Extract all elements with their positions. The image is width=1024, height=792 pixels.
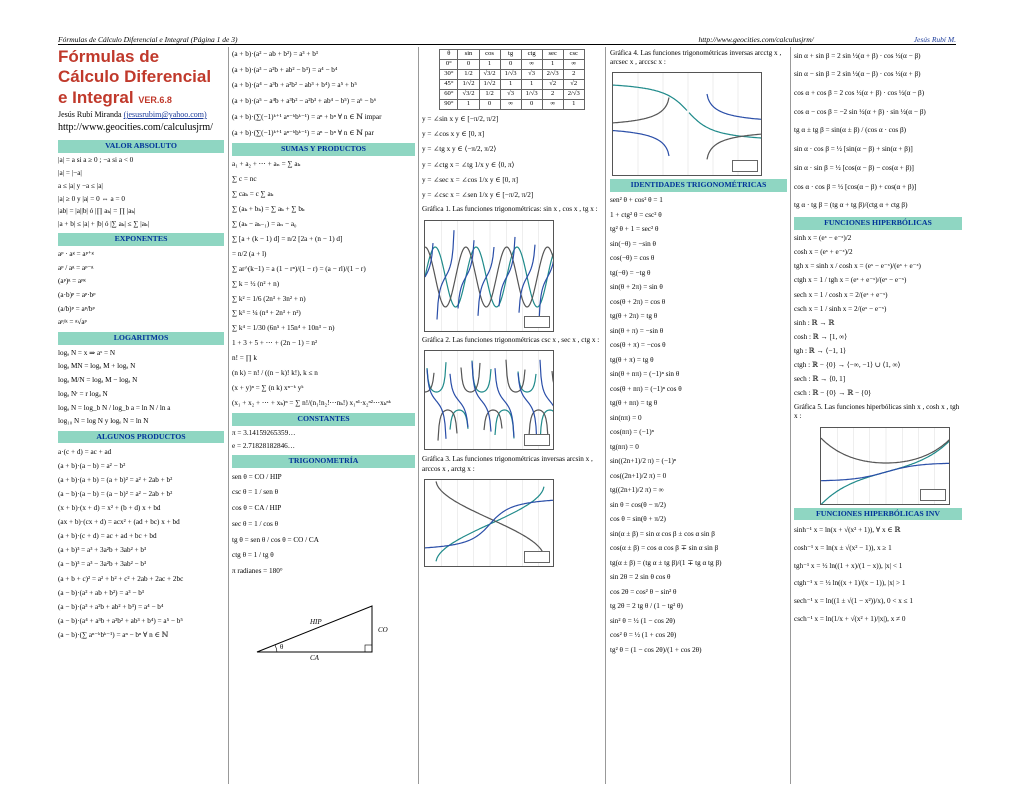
formula-line: sech x = 1 / cosh x = 2/(eˣ + e⁻ˣ) (794, 290, 888, 299)
formula-line: cos θ = sin(θ + π/2) (610, 515, 666, 524)
formula-line: |a| = |−a| (58, 169, 82, 178)
formula-line: a ≤ |a| y −a ≤ |a| (58, 181, 103, 190)
formula-line: ∑ c = nc (232, 175, 257, 184)
function-curve (613, 86, 762, 139)
table-cell: 0 (479, 100, 500, 110)
table-cell: 0 (500, 60, 521, 70)
formula-line: (a + b)·(a² − ab + b²) = a³ + b³ (232, 50, 318, 58)
table-cell: 60° (440, 90, 458, 100)
formula-line: tg(θ + π) = tg θ (610, 355, 654, 364)
table-cell: 2/√3 (563, 90, 584, 100)
formula-line: sinh x = (eˣ − e⁻ˣ)/2 (794, 234, 852, 243)
formula-line: tg((2n+1)/2 π) = ∞ (610, 486, 664, 495)
trig-defs (232, 470, 415, 580)
author-line: Jesús Rubí Miranda (jesusrubim@yahoo.com) (58, 110, 207, 120)
table-cell: √2 (542, 80, 563, 90)
formula-line: tg θ = sen θ / cos θ = CO / CA (232, 535, 319, 544)
table-cell: 1 (542, 60, 563, 70)
graph-3-caption: Gráfica 3. Las funciones trigonométricas inversas arcsin x , arccos x , arctg x : (422, 454, 593, 473)
column-divider (605, 47, 606, 784)
column-2 (232, 47, 415, 784)
graph-2 (424, 350, 554, 450)
table-cell: √3 (521, 70, 542, 80)
formula-line: (a·b)ᵖ = aᵖ·bᵖ (58, 290, 96, 299)
formula-line: π radianes = 180° (232, 567, 283, 576)
formula-line: |a| ≥ 0 y |a| = 0 ⇔ a = 0 (58, 194, 125, 203)
trig-identities (610, 194, 787, 658)
formula-line: tgh⁻¹ x = ½ ln((1 + x)/(1 − x)), |x| < 1 (794, 561, 903, 570)
formula-line: a·(c + d) = ac + ad (58, 447, 112, 456)
table-cell: 2/√3 (542, 70, 563, 80)
formula-line: ctg θ = 1 / tg θ (232, 551, 274, 560)
formula-line: cos² θ = ½ (1 + cos 2θ) (610, 631, 677, 640)
formula-line: tg(θ + nπ) = tg θ (610, 399, 658, 408)
formula-line: (aᵖ)ᵍ = aᵖᵍ (58, 277, 86, 286)
formula-line: sin 2θ = 2 sin θ cos θ (610, 573, 671, 582)
column-4 (610, 47, 787, 784)
graph-legend (524, 434, 550, 446)
header-rule (58, 44, 956, 45)
section-header: FUNCIONES HIPERBÓLICAS INV (794, 508, 962, 521)
formula-line: sinh : ℝ → ℝ (794, 318, 835, 327)
table-row (440, 100, 585, 110)
formula-line: tg(−θ) = −tg θ (610, 268, 651, 277)
formula-line: sin((2n+1)/2 π) = (−1)ⁿ (610, 457, 677, 466)
table-cell: 1 (563, 100, 584, 110)
table-header-cell: csc (563, 50, 584, 60)
table-header-cell: tg (500, 50, 521, 60)
svg-text:θ: θ (280, 642, 284, 651)
table-header-cell: θ (440, 50, 458, 60)
function-curve (821, 438, 950, 463)
table-cell: √3/2 (479, 70, 500, 80)
graph-5 (820, 427, 950, 505)
constants (232, 428, 415, 453)
formula-line: cos 2θ = cos² θ − sin² θ (610, 587, 677, 596)
formula-line: 1 + ctg² θ = csc² θ (610, 210, 662, 219)
formula-line: tg 2θ = 2 tg θ / (1 − tg² θ) (610, 602, 683, 611)
table-cell: 1/2 (479, 90, 500, 100)
formula-line: cos α · cos β = ½ [cos(α − β) + cos(α + β)] (794, 182, 917, 191)
graph-legend (524, 551, 550, 563)
table-cell: 1 (479, 60, 500, 70)
formula-line: (a/b)ᵖ = aᵖ/bᵖ (58, 304, 95, 313)
abs-formulas (58, 155, 224, 231)
formula-line: ∑ ar^(k−1) = a (1 − rⁿ)/(1 − r) = (a − rl)/(1 − r) (232, 264, 366, 273)
formula-line: csch x = 1 / sinh x = 2/(eˣ − e⁻ˣ) (794, 304, 887, 313)
formula-line: (ax + b)·(cx + d) = acx² + (ad + bc) x + bd (58, 518, 180, 527)
formula-line: (a − b)·(∑ aⁿ⁻ᵏbᵏ⁻¹) = aⁿ − bⁿ ∀ n ∈ ℕ (58, 630, 169, 639)
formula-line: (a + b)·(∑(−1)ᵏ⁺¹ aⁿ⁻ᵏbᵏ⁻¹) = aⁿ − bⁿ ∀ n ∈ ℕ par (232, 128, 374, 137)
graph-3 (424, 479, 554, 567)
table-cell: ∞ (542, 100, 563, 110)
table-cell: 0 (521, 100, 542, 110)
section-header: SUMAS Y PRODUCTOS (232, 143, 415, 156)
formula-line: ctgh⁻¹ x = ½ ln((x + 1)/(x − 1)), |x| > 1 (794, 579, 906, 588)
column-1 (58, 47, 224, 784)
formula-line: cos(θ + nπ) = (−1)ⁿ cos θ (610, 384, 682, 393)
formula-line: y = ∠ctg x = ∠tg 1/x y ∈ ⟨0, π⟩ (422, 160, 515, 169)
formula-line: (a − b)·(a² + ab + b²) = a³ − b³ (58, 588, 144, 597)
column-divider (790, 47, 791, 784)
formula-line: logₐ Nʳ = r logₐ N (58, 389, 108, 398)
formula-line: (x + b)·(x + d) = x² + (b + d) x + bd (58, 504, 161, 513)
formula-line: (a − b)·(a³ + a²b + ab² + b³) = a⁴ − b⁴ (58, 602, 164, 611)
formula-line: cos(θ + 2π) = cos θ (610, 297, 666, 306)
formula-line: ∑ k = ½ (n² + n) (232, 279, 280, 288)
formula-line: (a + b)·(c + d) = ac + ad + bc + bd (58, 532, 157, 541)
table-header-cell: sec (542, 50, 563, 60)
table-row (440, 90, 585, 100)
section-header: LOGARITMOS (58, 332, 224, 345)
inverse-ranges (422, 112, 602, 204)
table-row (440, 60, 585, 70)
formula-line: sin(α ± β) = sin α cos β ± cos α sin β (610, 529, 715, 538)
exp-formulas (58, 248, 224, 330)
formula-line: cos α + cos β = 2 cos ½(α + β) · cos ½(α − β) (794, 88, 925, 97)
formula-line: sin α · cos β = ½ [sin(α − β) + sin(α + β)] (794, 145, 913, 154)
table-cell: 2 (563, 70, 584, 80)
table-cell: 45° (440, 80, 458, 90)
formula-line: tg² θ + 1 = sec² θ (610, 225, 659, 234)
formula-line: e = 2.71828182846… (232, 441, 295, 450)
column-3 (422, 47, 602, 784)
section-header: VALOR ABSOLUTO (58, 140, 224, 153)
formula-line: csch : ℝ − {0} → ℝ − {0} (794, 389, 872, 398)
formula-line: a₁ + a₂ + ⋯ + aₙ = ∑ aₖ (232, 160, 301, 169)
table-cell: 1 (458, 100, 479, 110)
formula-line: sin(nπ) = 0 (610, 413, 642, 422)
formula-line: ∑ (aₖ + bₖ) = ∑ aₖ + ∑ bₖ (232, 205, 305, 214)
formula-line: logₐ N = x ⇒ aˣ = N (58, 348, 116, 357)
column-5 (794, 47, 962, 784)
formula-line: cosh⁻¹ x = ln(x ± √(x² − 1)), x ≥ 1 (794, 543, 892, 552)
graph-legend (524, 316, 550, 328)
column-divider (418, 47, 419, 784)
formula-line: (a − b)·(a − b) = (a − b)² = a² − 2ab + b² (58, 489, 173, 498)
formula-line: sin α · sin β = ½ [cos(α − β) − cos(α + β)] (794, 163, 914, 172)
formula-line: cos((2n+1)/2 π) = 0 (610, 471, 667, 480)
section-header: EXPONENTES (58, 233, 224, 246)
table-cell: 1/2 (458, 70, 479, 80)
graph-1-caption: Gráfica 1. Las funciones trigonométricas: sin x , cos x , tg x : (422, 205, 598, 214)
formula-line: y = ∠sin x y ∈ [−π/2, π/2] (422, 114, 499, 123)
formula-line: sin θ = cos(θ − π/2) (610, 500, 666, 509)
formula-line: tg(α ± β) = (tg α ± tg β)/(1 ∓ tg α tg β) (610, 558, 722, 567)
table-row (440, 70, 585, 80)
section-header: ALGUNOS PRODUCTOS (58, 431, 224, 444)
formula-line: aᵖ · aᵍ = aᵖ⁺ᵍ (58, 249, 94, 258)
formula-line: sech⁻¹ x = ln((1 ± √(1 − x²))/x), 0 < x ≤ 1 (794, 596, 913, 605)
formula-line: sin α − sin β = 2 sin ½(α − β) · cos ½(α + β) (794, 70, 921, 79)
table-cell: 1/√3 (521, 90, 542, 100)
formula-line: tgh : ℝ → ⟨−1, 1⟩ (794, 346, 846, 355)
formula-line: (n k) = n! / ((n − k)! k!), k ≤ n (232, 369, 318, 378)
formula-line: (a + b)·(a + b) = (a + b)² = a² + 2ab + b² (58, 475, 173, 484)
formula-line: (a + b)·(a⁵ − a⁴b + a³b² − a²b³ + ab⁴ − b⁵) = a⁶ − b⁶ (232, 97, 377, 106)
formula-line: (a + b)·(a − b) = a² − b² (58, 461, 126, 470)
doc-title: Fórmulas de Cálculo Diferencial e Integral VER.6.8 (58, 47, 212, 107)
formula-line: sin(θ + nπ) = (−1)ⁿ sin θ (610, 370, 680, 379)
table-cell: ∞ (500, 100, 521, 110)
table-cell: ∞ (563, 60, 584, 70)
formula-line: ∑ k³ = ¼ (n⁴ + 2n³ + n²) (232, 309, 301, 318)
graph-1 (424, 220, 554, 332)
formula-line: ∑ k² = 1/6 (2n³ + 3n² + n) (232, 294, 306, 303)
formula-line: aᵖ/ᵍ = ᵍ√aᵖ (58, 318, 87, 327)
formula-line: cos θ = CA / HIP (232, 504, 282, 513)
graph-4 (612, 72, 762, 176)
table-cell: √2 (563, 80, 584, 90)
formula-line: sin(θ + 2π) = sin θ (610, 283, 663, 292)
formula-line: (a + b + c)² = a² + b² + c² + 2ab + 2ac + 2bc (58, 574, 184, 583)
formula-line: sinh⁻¹ x = ln(x + √(x² + 1)), ∀ x ∈ ℝ (794, 526, 901, 535)
function-curve (425, 360, 554, 441)
formula-line: cos(nπ) = (−1)ⁿ (610, 428, 654, 437)
formula-line: tg α ± tg β = sin(α ± β) / (cos α · cos β) (794, 126, 907, 135)
table-cell: 30° (440, 70, 458, 80)
formula-line: sin(θ + π) = −sin θ (610, 326, 664, 335)
formula-line: ∑ (aₖ − aₖ₋₁) = aₙ − a₀ (232, 220, 297, 229)
formula-line: logₐ M/N = logₐ M − logₐ N (58, 376, 138, 385)
table-cell: 2 (542, 90, 563, 100)
formula-line: 1 + 3 + 5 + ⋯ + (2n − 1) = n² (232, 339, 318, 348)
formula-line: |a| = a si a ≥ 0 ; −a si a < 0 (58, 156, 134, 165)
function-curve (613, 98, 762, 160)
section-header: TRIGONOMETRÍA (232, 455, 415, 468)
formula-line: y = ∠sec x = ∠cos 1/x y ∈ [0, π] (422, 176, 518, 185)
table-cell: √3 (500, 90, 521, 100)
doc-url[interactable]: http://www.geocities.com/calculusjrm/ (58, 121, 213, 133)
table-cell: √3/2 (458, 90, 479, 100)
formula-line: sen θ = CO / HIP (232, 472, 282, 481)
formula-line: ∑ k⁴ = 1/30 (6n⁵ + 15n⁴ + 10n³ − n) (232, 324, 335, 333)
formula-line: = n/2 (a + l) (232, 249, 267, 258)
formula-line: sin(−θ) = −sin θ (610, 239, 656, 248)
formula-line: cos α − cos β = −2 sin ½(α + β) · sin ½(α − β) (794, 107, 926, 116)
table-cell: 90° (440, 100, 458, 110)
svg-text:CA: CA (310, 653, 319, 660)
page-header (58, 32, 956, 44)
formula-line: (a + b)·(∑(−1)ᵏ⁺¹ aⁿ⁻ᵏbᵏ⁻¹) = aⁿ + bⁿ ∀ n ∈ ℕ impar (232, 112, 382, 121)
formula-line: (x₁ + x₂ + ⋯ + xₖ)ⁿ = ∑ n!/(n₁!n₂!⋯nₖ!) x₁ⁿ¹·x₂ⁿ²⋯xₖⁿᵏ (232, 398, 391, 407)
svg-text:CO: CO (378, 625, 388, 634)
svg-text:HIP: HIP (310, 617, 322, 626)
formula-line: (x + y)ⁿ = ∑ (n k) xⁿ⁻ᵏ yᵏ (232, 384, 304, 393)
log-formulas (58, 347, 224, 429)
section-header: CONSTANTES (232, 413, 415, 426)
formula-line: tg(nπ) = 0 (610, 442, 639, 451)
formula-line: |a + b| ≤ |a| + |b| ó |∑ aₖ| ≤ ∑ |aₖ| (58, 220, 149, 229)
formula-line: (a + b)·(a³ − a²b + ab² − b³) = a⁴ − b⁴ (232, 65, 338, 74)
table-cell: ∞ (521, 60, 542, 70)
formula-line: tg(θ + 2π) = tg θ (610, 312, 658, 321)
table-header-cell: sin (458, 50, 479, 60)
product-formulas-cont (232, 47, 415, 141)
graph-4-caption: Gráfica 4. Las funciones trigonométricas inversas arcctg x , arcsec x , arccsc x : (610, 48, 782, 67)
graph-legend (920, 489, 946, 501)
formula-line: ∑ [a + (k − 1) d] = n/2 [2a + (n − 1) d] (232, 234, 343, 243)
formula-line: (a + b)³ = a³ + 3a²b + 3ab² + b³ (58, 546, 147, 555)
table-cell: 0° (440, 60, 458, 70)
function-curve (425, 500, 554, 548)
inverse-hyperbolic (794, 522, 962, 628)
formula-line: sec θ = 1 / cos θ (232, 519, 279, 528)
table-cell: 1 (500, 80, 521, 90)
formula-line: cos(α ± β) = cos α cos β ∓ sin α sin β (610, 544, 719, 553)
formula-line: csc θ = 1 / sen θ (232, 488, 279, 497)
table-cell: 0 (458, 60, 479, 70)
function-curve (613, 94, 762, 156)
trig-value-table (439, 49, 585, 110)
right-triangle-diagram (232, 580, 415, 660)
formula-line: (a − b)³ = a³ − 3a²b + 3ab² − b³ (58, 560, 147, 569)
product-formulas (58, 445, 224, 642)
formula-line: sech : ℝ → ⟨0, 1] (794, 375, 846, 384)
graph-legend (732, 160, 758, 172)
formula-line: logₐ MN = logₐ M + logₐ N (58, 362, 136, 371)
formula-line: sin α + sin β = 2 sin ½(α + β) · cos ½(α − β) (794, 51, 921, 60)
formula-line: |ab| = |a||b| ó |∏ aₖ| = ∏ |aₖ| (58, 207, 136, 216)
formula-line: cosh x = (eˣ + e⁻ˣ)/2 (794, 248, 853, 257)
sum-to-product (794, 47, 962, 215)
formula-line: y = ∠tg x y ∈ ⟨−π/2, π/2⟩ (422, 145, 497, 154)
formula-line: logₐ N = log_b N / log_b a = ln N / ln a (58, 403, 171, 412)
graph-2-caption: Gráfica 2. Las funciones trigonométricas csc x , sec x , ctg x : (422, 336, 600, 345)
function-curve (425, 247, 554, 307)
function-curve (821, 463, 950, 480)
table-cell: 1/√3 (500, 70, 521, 80)
formula-line: n! = ∏ k (232, 354, 257, 363)
table-header-cell: ctg (521, 50, 542, 60)
formula-line: (a + b)·(a⁴ − a³b + a²b² − ab³ + b⁴) = a⁵ + b⁵ (232, 81, 357, 90)
formula-line: tgh x = sinh x / cosh x = (eˣ − e⁻ˣ)/(eˣ + e⁻ˣ) (794, 262, 921, 271)
formula-line: tg² θ = (1 − cos 2θ)/(1 + cos 2θ) (610, 645, 702, 654)
table-cell: 1/√2 (479, 80, 500, 90)
header-url[interactable]: http://www.geocities.com/calculusjrm/ (698, 35, 814, 44)
formula-line: π = 3.14159265359… (232, 429, 296, 438)
function-curve (425, 247, 554, 307)
column-divider (228, 47, 229, 784)
formula-line: cos(−θ) = cos θ (610, 254, 655, 263)
formula-line: log₁₀ N = log N y logₑ N = ln N (58, 417, 149, 426)
section-header: IDENTIDADES TRIGONOMÉTRICAS (610, 179, 787, 192)
table-header-cell: cos (479, 50, 500, 60)
formula-line: csch⁻¹ x = ln(1/x + √(x² + 1)/|x|), x ≠ 0 (794, 614, 906, 623)
author-email[interactable]: (jesusrubim@yahoo.com) (123, 110, 207, 120)
formula-line: cos(θ + π) = −cos θ (610, 341, 666, 350)
header-author: Jesús Rubí M. (913, 35, 956, 44)
formula-line: sen² θ + cos² θ = 1 (610, 196, 663, 205)
formula-line: tg α · tg β = (tg α + tg β)/(ctg α + ctg β) (794, 201, 908, 210)
formula-line: aᵖ / aᵍ = aᵖ⁻ᵍ (58, 263, 94, 272)
formula-line: sin² θ = ½ (1 − cos 2θ) (610, 616, 676, 625)
table-row (440, 80, 585, 90)
formula-line: (a − b)·(a⁴ + a³b + a²b² + ab³ + b⁴) = a⁵ − b⁵ (58, 616, 183, 625)
section-header: FUNCIONES HIPERBÓLICAS (794, 217, 962, 230)
table-cell: 1/√2 (458, 80, 479, 90)
function-curve (425, 230, 554, 322)
formula-line: ctgh : ℝ − {0} → ⟨−∞, −1⟩ ∪ ⟨1, ∞⟩ (794, 361, 901, 370)
sum-formulas (232, 158, 415, 411)
table-cell: 1 (521, 80, 542, 90)
formula-line: y = ∠csc x = ∠sen 1/x y ∈ [−π/2, π/2] (422, 191, 534, 200)
formula-line: y = ∠cos x y ∈ [0, π] (422, 130, 485, 139)
formula-line: cosh : ℝ → [1, ∞⟩ (794, 332, 848, 341)
graph-5-caption: Gráfica 5. Las funciones hiperbólicas sinh x , cosh x , tgh x : (794, 402, 960, 421)
formula-line: ∑ caₖ = c ∑ aₖ (232, 190, 274, 199)
formula-line: ctgh x = 1 / tgh x = (eˣ + e⁻ˣ)/(eˣ − e⁻ˣ) (794, 276, 907, 285)
header-left: Fórmulas de Cálculo Diferencial e Integral (Página 1 de 3) (58, 35, 238, 44)
hyperbolic-defs (794, 232, 962, 401)
